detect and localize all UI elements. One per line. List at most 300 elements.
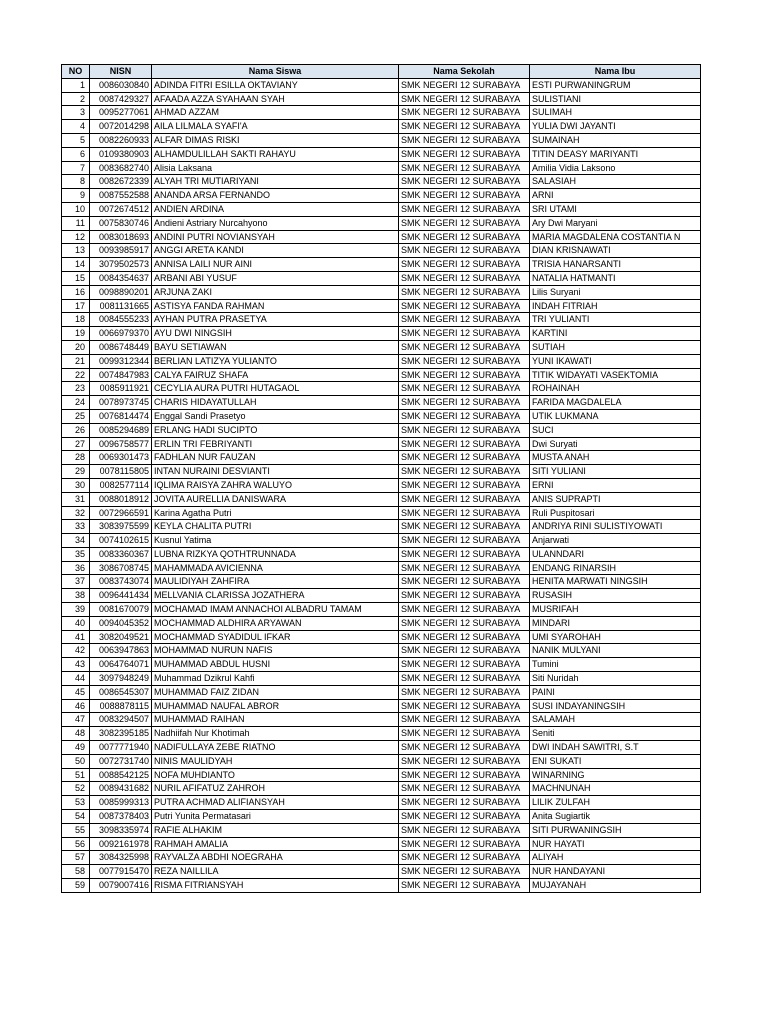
table-row xyxy=(62,106,701,120)
cell-nama-ibu: FARIDA MAGDALELA xyxy=(530,396,701,410)
table-row xyxy=(62,658,701,672)
cell-nama-ibu: Ruli Puspitosari xyxy=(530,506,701,520)
cell-nisn: 0072731740 xyxy=(90,754,152,768)
header-nama-sekolah: Nama Sekolah xyxy=(399,65,530,79)
cell-nama-siswa: ALFAR DIMAS RISKI xyxy=(152,133,399,147)
cell-nama-ibu: SULIMAH xyxy=(530,106,701,120)
cell-nama-ibu: ULANNDARI xyxy=(530,547,701,561)
cell-nama-ibu: MUSTA ANAH xyxy=(530,451,701,465)
cell-nama-siswa: NURIL AFIFATUZ ZAHROH xyxy=(152,782,399,796)
cell-nama-siswa: MUHAMMAD ABDUL HUSNI xyxy=(152,658,399,672)
cell-nama-ibu: UTIK LUKMANA xyxy=(530,409,701,423)
cell-nisn: 0087429327 xyxy=(90,92,152,106)
cell-nisn: 0089431682 xyxy=(90,782,152,796)
table-row xyxy=(62,423,701,437)
cell-nisn: 0084555233 xyxy=(90,313,152,327)
cell-nisn: 0083018693 xyxy=(90,230,152,244)
cell-nama-ibu: ARNI xyxy=(530,189,701,203)
cell-nama-ibu: MACHNUNAH xyxy=(530,782,701,796)
cell-nama-ibu: Dwi Suryati xyxy=(530,437,701,451)
cell-nama-sekolah: SMK NEGERI 12 SURABAYA xyxy=(399,78,530,92)
table-row xyxy=(62,271,701,285)
cell-nama-ibu: TRISIA HANARSANTI xyxy=(530,258,701,272)
cell-nama-siswa: AILA LILMALA SYAFI'A xyxy=(152,120,399,134)
cell-nama-sekolah: SMK NEGERI 12 SURABAYA xyxy=(399,616,530,630)
cell-no: 21 xyxy=(62,354,90,368)
cell-no: 9 xyxy=(62,189,90,203)
cell-nama-siswa: ANNISA LAILI NUR AINI xyxy=(152,258,399,272)
cell-nisn: 0084354637 xyxy=(90,271,152,285)
cell-nama-sekolah: SMK NEGERI 12 SURABAYA xyxy=(399,175,530,189)
cell-no: 2 xyxy=(62,92,90,106)
cell-nama-siswa: AYU DWI NINGSIH xyxy=(152,327,399,341)
cell-nisn: 0096441434 xyxy=(90,589,152,603)
cell-nisn: 3082395185 xyxy=(90,727,152,741)
table-row xyxy=(62,768,701,782)
student-table xyxy=(61,64,701,893)
cell-no: 28 xyxy=(62,451,90,465)
cell-nama-sekolah: SMK NEGERI 12 SURABAYA xyxy=(399,409,530,423)
table-row xyxy=(62,741,701,755)
table-row xyxy=(62,727,701,741)
cell-nisn: 0083360367 xyxy=(90,547,152,561)
table-row xyxy=(62,409,701,423)
cell-nama-siswa: FADHLAN NUR FAUZAN xyxy=(152,451,399,465)
table-row xyxy=(62,699,701,713)
cell-nama-siswa: NINIS MAULIDYAH xyxy=(152,754,399,768)
cell-nama-sekolah: SMK NEGERI 12 SURABAYA xyxy=(399,589,530,603)
cell-nisn: 0069301473 xyxy=(90,451,152,465)
cell-no: 41 xyxy=(62,630,90,644)
cell-nama-siswa: MOCHAMMAD ALDHIRA ARYAWAN xyxy=(152,616,399,630)
cell-nama-siswa: MUHAMMAD NAUFAL ABROR xyxy=(152,699,399,713)
cell-nisn: 0085294689 xyxy=(90,423,152,437)
cell-nama-ibu: Anjarwati xyxy=(530,534,701,548)
cell-nama-sekolah: SMK NEGERI 12 SURABAYA xyxy=(399,340,530,354)
table-row xyxy=(62,603,701,617)
cell-nisn: 3097948249 xyxy=(90,672,152,686)
cell-nisn: 0078973745 xyxy=(90,396,152,410)
cell-no: 25 xyxy=(62,409,90,423)
cell-nama-siswa: CECYLIA AURA PUTRI HUTAGAOL xyxy=(152,382,399,396)
cell-nama-sekolah: SMK NEGERI 12 SURABAYA xyxy=(399,699,530,713)
cell-nama-sekolah: SMK NEGERI 12 SURABAYA xyxy=(399,327,530,341)
cell-nama-ibu: SRI UTAMI xyxy=(530,202,701,216)
cell-nama-siswa: CALYA FAIRUZ SHAFA xyxy=(152,368,399,382)
cell-nama-sekolah: SMK NEGERI 12 SURABAYA xyxy=(399,133,530,147)
cell-nama-siswa: MAHAMMADA AVICIENNA xyxy=(152,561,399,575)
cell-nama-ibu: SUMAINAH xyxy=(530,133,701,147)
cell-nama-sekolah: SMK NEGERI 12 SURABAYA xyxy=(399,465,530,479)
cell-nisn: 0092161978 xyxy=(90,837,152,851)
cell-nama-sekolah: SMK NEGERI 12 SURABAYA xyxy=(399,92,530,106)
cell-nama-sekolah: SMK NEGERI 12 SURABAYA xyxy=(399,451,530,465)
cell-nisn: 0088018912 xyxy=(90,492,152,506)
cell-nama-siswa: ANDIEN ARDINA xyxy=(152,202,399,216)
cell-nama-siswa: ASTISYA FANDA RAHMAN xyxy=(152,299,399,313)
cell-nisn: 0088542125 xyxy=(90,768,152,782)
cell-nama-siswa: MUHAMMAD FAIZ ZIDAN xyxy=(152,685,399,699)
cell-nama-siswa: NADIFULLAYA ZEBE RIATNO xyxy=(152,741,399,755)
table-row xyxy=(62,313,701,327)
cell-no: 35 xyxy=(62,547,90,561)
cell-nama-siswa: RAHMAH AMALIA xyxy=(152,837,399,851)
table-row xyxy=(62,782,701,796)
cell-nama-siswa: MELLVANIA CLARISSA JOZATHERA xyxy=(152,589,399,603)
cell-nisn: 0086748449 xyxy=(90,340,152,354)
table-row xyxy=(62,851,701,865)
header-nama-siswa: Nama Siswa xyxy=(152,65,399,79)
cell-nama-siswa: Enggal Sandi Prasetyo xyxy=(152,409,399,423)
cell-nisn: 0063947863 xyxy=(90,644,152,658)
cell-no: 48 xyxy=(62,727,90,741)
cell-nama-ibu: TITIN DEASY MARIYANTI xyxy=(530,147,701,161)
cell-nama-siswa: ALYAH TRI MUTIARIYANI xyxy=(152,175,399,189)
cell-nama-sekolah: SMK NEGERI 12 SURABAYA xyxy=(399,368,530,382)
table-row xyxy=(62,465,701,479)
cell-no: 31 xyxy=(62,492,90,506)
cell-no: 22 xyxy=(62,368,90,382)
cell-no: 24 xyxy=(62,396,90,410)
cell-no: 19 xyxy=(62,327,90,341)
cell-nama-ibu: DWI INDAH SAWITRI, S.T xyxy=(530,741,701,755)
cell-nisn: 0082260933 xyxy=(90,133,152,147)
table-row xyxy=(62,216,701,230)
cell-nisn: 0099312344 xyxy=(90,354,152,368)
table-row xyxy=(62,133,701,147)
cell-nama-siswa: Nadhiifah Nur Khotimah xyxy=(152,727,399,741)
cell-nama-sekolah: SMK NEGERI 12 SURABAYA xyxy=(399,837,530,851)
cell-nama-ibu: Anita Sugiartik xyxy=(530,810,701,824)
cell-no: 34 xyxy=(62,534,90,548)
table-row xyxy=(62,78,701,92)
header-nisn: NISN xyxy=(90,65,152,79)
cell-no: 46 xyxy=(62,699,90,713)
cell-no: 47 xyxy=(62,713,90,727)
cell-nisn: 0087552588 xyxy=(90,189,152,203)
cell-nama-sekolah: SMK NEGERI 12 SURABAYA xyxy=(399,658,530,672)
cell-nama-sekolah: SMK NEGERI 12 SURABAYA xyxy=(399,506,530,520)
cell-nama-siswa: MUHAMMAD RAIHAN xyxy=(152,713,399,727)
cell-no: 7 xyxy=(62,161,90,175)
cell-no: 11 xyxy=(62,216,90,230)
cell-nama-ibu: NUR HANDAYANI xyxy=(530,865,701,879)
cell-nama-siswa: Alisia Laksana xyxy=(152,161,399,175)
cell-nama-ibu: UMI SYAROHAH xyxy=(530,630,701,644)
table-row xyxy=(62,879,701,893)
cell-no: 36 xyxy=(62,561,90,575)
cell-nisn: 0085911921 xyxy=(90,382,152,396)
cell-nama-ibu: DIAN KRISNAWATI xyxy=(530,244,701,258)
cell-nisn: 0096758577 xyxy=(90,437,152,451)
cell-nama-siswa: ADINDA FITRI ESILLA OKTAVIANY xyxy=(152,78,399,92)
table-row xyxy=(62,396,701,410)
cell-nama-sekolah: SMK NEGERI 12 SURABAYA xyxy=(399,258,530,272)
cell-no: 49 xyxy=(62,741,90,755)
cell-nama-ibu: INDAH FITRIAH xyxy=(530,299,701,313)
table-row xyxy=(62,92,701,106)
table-row xyxy=(62,175,701,189)
cell-nama-sekolah: SMK NEGERI 12 SURABAYA xyxy=(399,575,530,589)
cell-nama-sekolah: SMK NEGERI 12 SURABAYA xyxy=(399,782,530,796)
cell-no: 38 xyxy=(62,589,90,603)
cell-no: 33 xyxy=(62,520,90,534)
cell-no: 18 xyxy=(62,313,90,327)
table-row xyxy=(62,561,701,575)
cell-nama-siswa: CHARIS HIDAYATULLAH xyxy=(152,396,399,410)
table-row xyxy=(62,754,701,768)
cell-nama-sekolah: SMK NEGERI 12 SURABAYA xyxy=(399,685,530,699)
cell-no: 14 xyxy=(62,258,90,272)
cell-nama-ibu: SUSI INDAYANINGSIH xyxy=(530,699,701,713)
header-nama-ibu: Nama Ibu xyxy=(530,65,701,79)
cell-nama-sekolah: SMK NEGERI 12 SURABAYA xyxy=(399,851,530,865)
cell-nisn: 0098890201 xyxy=(90,285,152,299)
table-row xyxy=(62,368,701,382)
cell-nama-ibu: ENI SUKATI xyxy=(530,754,701,768)
cell-nama-siswa: MOCHAMAD IMAM ANNACHOI ALBADRU TAMAM xyxy=(152,603,399,617)
cell-nama-sekolah: SMK NEGERI 12 SURABAYA xyxy=(399,216,530,230)
cell-nisn: 0074847983 xyxy=(90,368,152,382)
table-row xyxy=(62,230,701,244)
table-row xyxy=(62,630,701,644)
cell-nama-sekolah: SMK NEGERI 12 SURABAYA xyxy=(399,603,530,617)
cell-no: 54 xyxy=(62,810,90,824)
table-row xyxy=(62,506,701,520)
table-row xyxy=(62,244,701,258)
cell-nama-sekolah: SMK NEGERI 12 SURABAYA xyxy=(399,630,530,644)
cell-nama-sekolah: SMK NEGERI 12 SURABAYA xyxy=(399,796,530,810)
cell-no: 37 xyxy=(62,575,90,589)
cell-nama-sekolah: SMK NEGERI 12 SURABAYA xyxy=(399,106,530,120)
cell-nama-siswa: ANDINI PUTRI NOVIANSYAH xyxy=(152,230,399,244)
cell-nisn: 0082672339 xyxy=(90,175,152,189)
cell-nisn: 0082577114 xyxy=(90,478,152,492)
table-row xyxy=(62,547,701,561)
cell-nama-sekolah: SMK NEGERI 12 SURABAYA xyxy=(399,437,530,451)
header-no: NO xyxy=(62,65,90,79)
cell-nama-sekolah: SMK NEGERI 12 SURABAYA xyxy=(399,285,530,299)
table-row xyxy=(62,672,701,686)
cell-nama-sekolah: SMK NEGERI 12 SURABAYA xyxy=(399,423,530,437)
cell-nisn: 3083975599 xyxy=(90,520,152,534)
cell-nama-sekolah: SMK NEGERI 12 SURABAYA xyxy=(399,810,530,824)
cell-nama-ibu: ERNI xyxy=(530,478,701,492)
cell-nisn: 0085999313 xyxy=(90,796,152,810)
cell-nama-sekolah: SMK NEGERI 12 SURABAYA xyxy=(399,561,530,575)
cell-nisn: 3098335974 xyxy=(90,823,152,837)
cell-nama-ibu: KARTINI xyxy=(530,327,701,341)
table-row xyxy=(62,534,701,548)
cell-no: 5 xyxy=(62,133,90,147)
cell-nama-siswa: NOFA MUHDIANTO xyxy=(152,768,399,782)
cell-nama-siswa: ANANDA ARSA FERNANDO xyxy=(152,189,399,203)
cell-no: 6 xyxy=(62,147,90,161)
cell-nama-ibu: WINARNING xyxy=(530,768,701,782)
cell-nama-sekolah: SMK NEGERI 12 SURABAYA xyxy=(399,547,530,561)
table-row xyxy=(62,189,701,203)
table-row xyxy=(62,202,701,216)
cell-nama-sekolah: SMK NEGERI 12 SURABAYA xyxy=(399,534,530,548)
cell-no: 29 xyxy=(62,465,90,479)
cell-nama-siswa: ERLANG HADI SUCIPTO xyxy=(152,423,399,437)
table-row xyxy=(62,865,701,879)
table-row xyxy=(62,685,701,699)
table-row xyxy=(62,161,701,175)
cell-no: 3 xyxy=(62,106,90,120)
table-row xyxy=(62,520,701,534)
table-row xyxy=(62,823,701,837)
cell-nama-ibu: NANIK MULYANI xyxy=(530,644,701,658)
cell-nisn: 0077771940 xyxy=(90,741,152,755)
cell-nama-ibu: LILIK ZULFAH xyxy=(530,796,701,810)
cell-nama-ibu: YULIA DWI JAYANTI xyxy=(530,120,701,134)
cell-nisn: 0072014298 xyxy=(90,120,152,134)
table-row xyxy=(62,492,701,506)
cell-nama-siswa: MAULIDIYAH ZAHFIRA xyxy=(152,575,399,589)
cell-nisn: 0095277061 xyxy=(90,106,152,120)
cell-nama-ibu: Tumini xyxy=(530,658,701,672)
cell-nama-ibu: SUTIAH xyxy=(530,340,701,354)
table-row xyxy=(62,837,701,851)
cell-nama-siswa: RISMA FITRIANSYAH xyxy=(152,879,399,893)
cell-nisn: 0064764071 xyxy=(90,658,152,672)
cell-nama-ibu: YUNI IKAWATI xyxy=(530,354,701,368)
cell-nisn: 0086030840 xyxy=(90,78,152,92)
cell-nama-siswa: PUTRA ACHMAD ALIFIANSYAH xyxy=(152,796,399,810)
cell-nama-sekolah: SMK NEGERI 12 SURABAYA xyxy=(399,382,530,396)
cell-nama-ibu: TITIK WIDAYATI VASEKTOMIA xyxy=(530,368,701,382)
cell-no: 12 xyxy=(62,230,90,244)
cell-nama-ibu: ANIS SUPRAPTI xyxy=(530,492,701,506)
cell-nisn: 3086708745 xyxy=(90,561,152,575)
cell-no: 43 xyxy=(62,658,90,672)
cell-nama-ibu: SALAMAH xyxy=(530,713,701,727)
cell-nama-sekolah: SMK NEGERI 12 SURABAYA xyxy=(399,478,530,492)
cell-no: 56 xyxy=(62,837,90,851)
cell-no: 58 xyxy=(62,865,90,879)
cell-nama-ibu: ESTI PURWANINGRUM xyxy=(530,78,701,92)
table-row xyxy=(62,437,701,451)
cell-no: 23 xyxy=(62,382,90,396)
table-row xyxy=(62,451,701,465)
cell-no: 51 xyxy=(62,768,90,782)
cell-nama-siswa: Kusnul Yatima xyxy=(152,534,399,548)
cell-nama-ibu: MUJAYANAH xyxy=(530,879,701,893)
cell-nama-siswa: ANGGI ARETA KANDI xyxy=(152,244,399,258)
cell-nama-ibu: SITI YULIANI xyxy=(530,465,701,479)
cell-nama-sekolah: SMK NEGERI 12 SURABAYA xyxy=(399,202,530,216)
cell-nama-siswa: ARBANI ABI YUSUF xyxy=(152,271,399,285)
cell-nama-siswa: MOHAMMAD NURUN NAFIS xyxy=(152,644,399,658)
cell-nama-siswa: AHMAD AZZAM xyxy=(152,106,399,120)
cell-nisn: 0075830746 xyxy=(90,216,152,230)
cell-nisn: 3084325998 xyxy=(90,851,152,865)
cell-nama-ibu: MUSRIFAH xyxy=(530,603,701,617)
table-row xyxy=(62,796,701,810)
header-row xyxy=(62,65,701,79)
table-row xyxy=(62,327,701,341)
cell-no: 20 xyxy=(62,340,90,354)
cell-nama-sekolah: SMK NEGERI 12 SURABAYA xyxy=(399,492,530,506)
cell-no: 45 xyxy=(62,685,90,699)
cell-nisn: 0076814474 xyxy=(90,409,152,423)
cell-nama-sekolah: SMK NEGERI 12 SURABAYA xyxy=(399,147,530,161)
table-row xyxy=(62,589,701,603)
cell-nama-siswa: ARJUNA ZAKI xyxy=(152,285,399,299)
cell-nama-sekolah: SMK NEGERI 12 SURABAYA xyxy=(399,161,530,175)
cell-no: 16 xyxy=(62,285,90,299)
cell-no: 57 xyxy=(62,851,90,865)
cell-no: 59 xyxy=(62,879,90,893)
cell-nama-sekolah: SMK NEGERI 12 SURABAYA xyxy=(399,354,530,368)
cell-no: 8 xyxy=(62,175,90,189)
table-row xyxy=(62,382,701,396)
cell-no: 17 xyxy=(62,299,90,313)
cell-no: 27 xyxy=(62,437,90,451)
cell-nisn: 0088878115 xyxy=(90,699,152,713)
cell-nama-sekolah: SMK NEGERI 12 SURABAYA xyxy=(399,120,530,134)
cell-no: 26 xyxy=(62,423,90,437)
cell-nama-siswa: Putri Yunita Permatasari xyxy=(152,810,399,824)
table-row xyxy=(62,575,701,589)
cell-nama-ibu: Siti Nuridah xyxy=(530,672,701,686)
cell-no: 15 xyxy=(62,271,90,285)
cell-nama-sekolah: SMK NEGERI 12 SURABAYA xyxy=(399,741,530,755)
table-row xyxy=(62,120,701,134)
table-row xyxy=(62,258,701,272)
cell-nisn: 0081131665 xyxy=(90,299,152,313)
cell-nama-siswa: MOCHAMMAD SYADIDUL IFKAR xyxy=(152,630,399,644)
cell-nama-ibu: ROHAINAH xyxy=(530,382,701,396)
cell-nama-sekolah: SMK NEGERI 12 SURABAYA xyxy=(399,230,530,244)
cell-nama-siswa: KEYLA CHALITA PUTRI xyxy=(152,520,399,534)
cell-nama-sekolah: SMK NEGERI 12 SURABAYA xyxy=(399,271,530,285)
cell-no: 40 xyxy=(62,616,90,630)
cell-nama-sekolah: SMK NEGERI 12 SURABAYA xyxy=(399,727,530,741)
cell-nisn: 0086545307 xyxy=(90,685,152,699)
cell-nisn: 0109380903 xyxy=(90,147,152,161)
table-row xyxy=(62,616,701,630)
cell-no: 42 xyxy=(62,644,90,658)
cell-nama-sekolah: SMK NEGERI 12 SURABAYA xyxy=(399,520,530,534)
cell-nama-ibu: NUR HAYATI xyxy=(530,837,701,851)
cell-nisn: 0077915470 xyxy=(90,865,152,879)
cell-no: 1 xyxy=(62,78,90,92)
table-row xyxy=(62,340,701,354)
cell-nama-siswa: IQLIMA RAISYA ZAHRA WALUYO xyxy=(152,478,399,492)
cell-nisn: 0087378403 xyxy=(90,810,152,824)
table-row xyxy=(62,644,701,658)
cell-nisn: 3079502573 xyxy=(90,258,152,272)
cell-nama-sekolah: SMK NEGERI 12 SURABAYA xyxy=(399,879,530,893)
cell-nama-ibu: Seniti xyxy=(530,727,701,741)
table-row xyxy=(62,147,701,161)
table-row xyxy=(62,354,701,368)
cell-nisn: 0079007416 xyxy=(90,879,152,893)
cell-no: 44 xyxy=(62,672,90,686)
cell-nama-sekolah: SMK NEGERI 12 SURABAYA xyxy=(399,865,530,879)
cell-nama-ibu: ENDANG RINARSIH xyxy=(530,561,701,575)
cell-nisn: 0072674512 xyxy=(90,202,152,216)
cell-nama-ibu: RUSASIH xyxy=(530,589,701,603)
cell-nama-ibu: HENITA MARWATI NINGSIH xyxy=(530,575,701,589)
cell-nisn: 0074102615 xyxy=(90,534,152,548)
cell-nisn: 3082049521 xyxy=(90,630,152,644)
cell-nama-siswa: Muhammad Dzikrul Kahfi xyxy=(152,672,399,686)
cell-nama-siswa: INTAN NURAINI DESVIANTI xyxy=(152,465,399,479)
cell-nama-ibu: ALIYAH xyxy=(530,851,701,865)
